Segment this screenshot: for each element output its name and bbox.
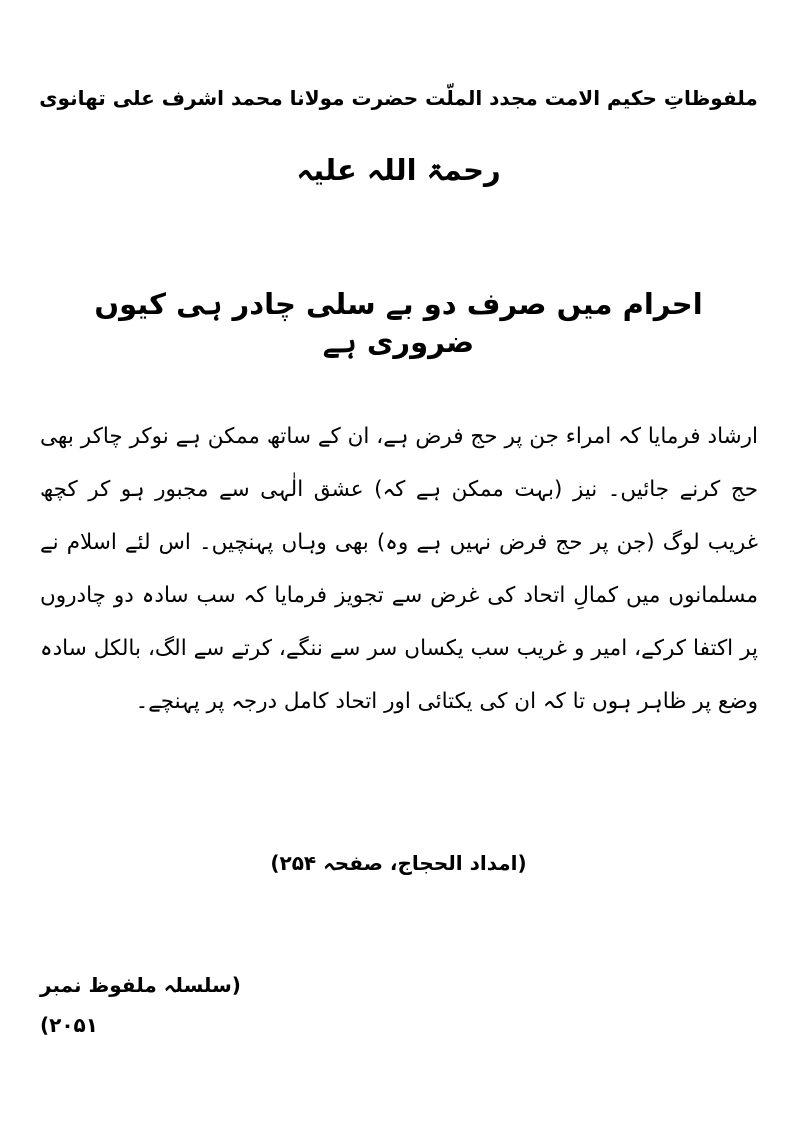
body-paragraph: ارشاد فرمایا کہ امراء جن پر حج فرض ہے، ان کے ساتھ ممکن ہے نوکر چاکر بھی حج کرنے جائیں۔ نیز (بہت ممکن ہے کہ) عشق الٰہی سے مجبور ہو کر کچھ غریب لوگ (جن پر حج فرض نہیں ہے وہ) بھی وہاں پہنچیں۔ اس لئے اسلام نے مسلمانوں میں کمالِ اتحاد کی غرض سے تجویز فرمایا کہ سب سادہ دو چادروں پر اکتفا کرکے، امیر و غریب سب یکساں سر سے ننگے، کرتے سے الگ، بالکل سادہ وضع پر ظاہر ہوں تا کہ ان کی یکتائی اور اتحاد کامل درجہ پر پہنچے۔ <box>40 424 758 714</box>
document-title-honorific: رحمۃ اللہ علیہ <box>296 153 501 187</box>
document-title: ملفوظاتِ حکیم الامت مجدد الملّت حضرت مولانا محمد اشرف علی تھانوی <box>39 86 758 110</box>
section-heading: احرام میں صرف دو بے سلی چادر ہی کیوں ضروری ہے <box>94 287 703 359</box>
series-number: (سلسلہ ملفوظ نمبر ۲۰۵۱) <box>40 973 241 1037</box>
source-reference: (امداد الحجاج، صفحہ ۲۵۴) <box>270 851 527 875</box>
